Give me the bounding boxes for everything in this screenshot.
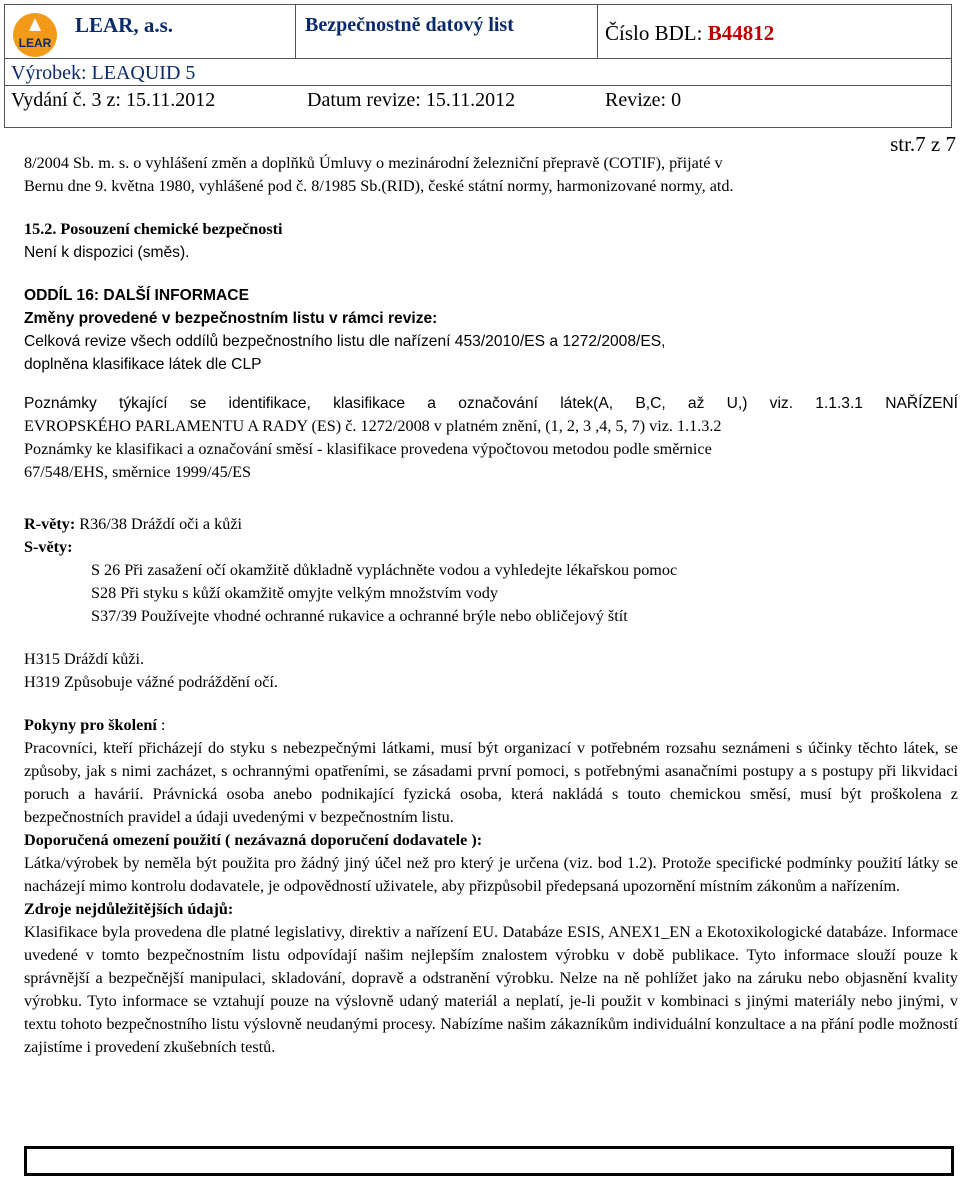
document-type: Bezpečnostně datový list [305, 14, 514, 36]
company-name: LEAR, a.s. [75, 13, 174, 37]
r-phrases-label: R-věty: [24, 515, 76, 533]
section-15-2-title: 15.2. Posouzení chemické bezpečnosti [24, 220, 283, 238]
changes-line: Celková revize všech oddílů bezpečnostního listu dle nařízení 453/2010/ES a 1272/2008/ES, [24, 333, 666, 350]
training-title: Pokyny pro školení [24, 716, 157, 734]
h-phrase: H315 Dráždí kůži. [24, 650, 145, 668]
s-phrases-label: S-věty: [24, 538, 73, 556]
lear-logo [11, 11, 59, 59]
header-divider [295, 5, 296, 58]
r-phrases [24, 513, 958, 536]
restrictions-title: Doporučená omezení použití ( nezávazná doporučení dodavatele ): [24, 831, 483, 849]
bdl-label: Číslo BDL: [605, 21, 708, 45]
training-text: Pracovníci, kteří přicházejí do styku s nebezpečnými látkami, musí být organizací v potřebném rozsahu seznámeni s účinky těchto látek, se způsoby, jak s nimi zacházet, s ochrannými opatřeními, se zásadami první pomoci, s potřebnými asanačními postupy a s postupy při likvidaci poruch a havárií. Právnická osoba anebo podnikající fyzická osoba, která nakládá s touto chemickou směsí, musí být proškolena z bezpečnostních pravidel a údaji uvedenými v bezpečnostním listu. [24, 739, 958, 826]
footer-box [24, 1146, 954, 1176]
r-phrases-text: R36/38 Dráždí oči a kůži [79, 515, 243, 533]
bdl-number [605, 22, 774, 44]
s-phrase: S37/39 Používejte vhodné ochranné rukavice a ochranné brýle nebo obličejový štít [91, 607, 628, 625]
revision-date: Datum revize: 15.11.2012 [307, 89, 516, 111]
document-body [24, 152, 958, 1059]
page-number: str.7 z 7 [890, 132, 956, 156]
changes-title: Změny provedené v bezpečnostním listu v rámci revize: [24, 310, 438, 327]
training-heading [24, 714, 958, 737]
section-15-2-text: Není k dispozici (směs). [24, 244, 190, 261]
header-divider [597, 5, 598, 58]
section-16-title: ODDÍL 16: DALŠÍ INFORMACE [24, 287, 249, 304]
issue-info: Vydání č. 3 z: 15.11.2012 [11, 89, 216, 111]
regulation-line: 8/2004 Sb. m. s. o vyhlášení změn a doplňků Úmluvy o mezinárodní železniční přepravě (COTIF), přijaté v [24, 154, 723, 172]
notes-classification: Poznámky ke klasifikaci a označování směsí - klasifikace provedena výpočtovou metodou podle směrnice [24, 440, 712, 458]
product-name: Výrobek: LEAQUID 5 [11, 62, 196, 84]
training-colon: : [156, 716, 166, 734]
h-phrase: H319 Způsobuje vážné podráždění očí. [24, 673, 278, 691]
bdl-value: B44812 [707, 21, 775, 45]
logo-text: LEAR [18, 36, 52, 50]
notes-identification: Poznámky týkající se identifikace, klasifikace a označování látek(A, B,C, až U,) viz. 1.1.3.1 NAŘÍZENÍ [24, 395, 958, 412]
regulation-line: Bernu dne 9. května 1980, vyhlášené pod č. 8/1985 Sb.(RID), české státní normy, harmonizované normy, atd. [24, 177, 734, 195]
notes-classification: 67/548/EHS, směrnice 1999/45/ES [24, 463, 252, 481]
sources-title: Zdroje nejdůležitějších údajů: [24, 900, 234, 918]
revision-number: Revize: 0 [605, 89, 682, 111]
notes-regulation: EVROPSKÉHO PARLAMENTU A RADY (ES) č. 1272/2008 v platném znění, (1, 2, 3 ,4, 5, 7) viz. 1.1.3.2 [24, 417, 722, 435]
s-phrase: S28 Při styku s kůží okamžitě omyjte velkým množstvím vody [91, 584, 498, 602]
restrictions-text: Látka/výrobek by neměla být použita pro žádný jiný účel než pro který je určena (viz. bod 1.2). Protože specifické podmínky použití látky se nacházejí mimo kontrolu dodavatele, je odpovědností uživatele, aby přizpůsobil předepsaná upozornění místním zákonům a nařízením. [24, 854, 958, 895]
document-header [4, 4, 952, 128]
changes-line: doplněna klasifikace látek dle CLP [24, 356, 262, 373]
header-divider [5, 85, 951, 86]
header-divider [5, 58, 951, 59]
s-phrase: S 26 Při zasažení očí okamžitě důkladně vypláchněte vodou a vyhledejte lékařskou pomoc [91, 561, 678, 579]
sources-text: Klasifikace byla provedena dle platné legislativy, direktiv a nařízení EU. Databáze ESIS, ANEX1_EN a Ekotoxikologické databáze. Informace uvedené v tomto bezpečnostním listu odpovídají našim nejlepším znalostem výrobku v době publikace. Tyto informace slouží pouze k správnější a bezpečnější manipulaci, skladování, dopravě a odstranění výrobku. Nelze na ně pohlížet jako na záruku nebo objasnění kvality výrobku. Tyto informace se vztahují pouze na výslovně udaný materiál a neplatí, je-li použit v kombinaci s jinými materiály nebo jinými, v textu tohoto bezpečnostního listu výslovně neudanými procesy. Nabízíme našim zákazníkům individuální konzultace a na přání podle možností zajistíme i provedení zkušebních testů. [24, 923, 958, 1056]
